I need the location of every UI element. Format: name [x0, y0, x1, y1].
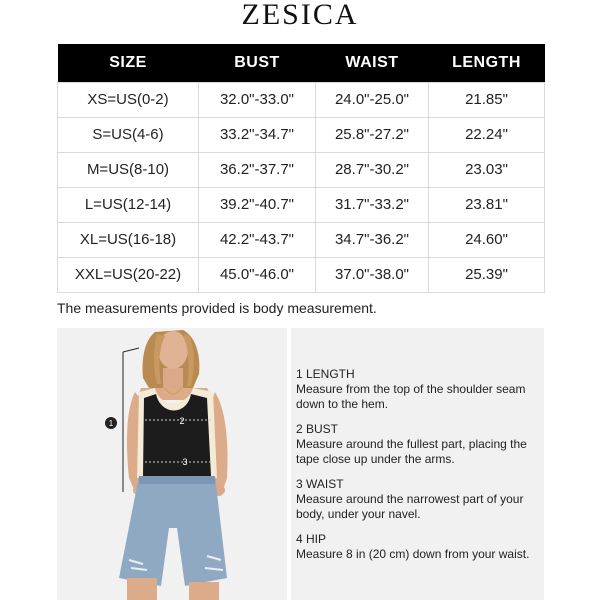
header-waist: WAIST: [316, 44, 429, 82]
cell-waist: 24.0"-25.0": [316, 82, 429, 117]
cell-bust: 45.0"-46.0": [199, 257, 316, 292]
model-illustration: [57, 328, 287, 600]
table-row: [58, 82, 545, 117]
cell-bust: 33.2"-34.7": [199, 117, 316, 152]
guide-length-desc: Measure from the top of the shoulder seam down to the hem.: [296, 382, 526, 411]
marker-waist-label: 3: [182, 457, 188, 467]
measurement-note: The measurements provided is body measurement.: [57, 300, 377, 316]
cell-bust: 42.2"-43.7": [199, 222, 316, 257]
size-chart-table: [57, 44, 545, 293]
table-row: [58, 257, 545, 292]
guide-hip-title: 4 HIP: [296, 532, 327, 546]
table-header-row: [58, 44, 545, 82]
header-length: LENGTH: [429, 44, 545, 82]
cell-waist: 25.8"-27.2": [316, 117, 429, 152]
marker-bust-label: 2: [179, 416, 185, 426]
cell-bust: 32.0"-33.0": [199, 82, 316, 117]
guide-length: [296, 367, 541, 412]
guide-bust-desc: Measure around the fullest part, placing the tape close up under the arms.: [296, 437, 527, 466]
cell-waist: 34.7"-36.2": [316, 222, 429, 257]
cell-size: XL=US(16-18): [58, 222, 199, 257]
guide-length-title: 1 LENGTH: [296, 367, 355, 381]
guide-waist-desc: Measure around the narrowest part of your body, under your navel.: [296, 492, 524, 521]
cell-bust: 39.2"-40.7": [199, 187, 316, 222]
cell-waist: 31.7"-33.2": [316, 187, 429, 222]
table-row: [58, 117, 545, 152]
model-photo: [57, 328, 287, 600]
marker-length-label: 1: [108, 419, 114, 428]
header-bust: BUST: [199, 44, 316, 82]
guide-hip: [296, 532, 541, 562]
guide-waist: [296, 477, 541, 522]
cell-size: XXL=US(20-22): [58, 257, 199, 292]
brand-logo: ZESICA: [241, 0, 359, 31]
guide-waist-title: 3 WAIST: [296, 477, 344, 491]
cell-waist: 37.0"-38.0": [316, 257, 429, 292]
cell-length: 24.60": [429, 222, 545, 257]
table-row: [58, 187, 545, 222]
cell-size: L=US(12-14): [58, 187, 199, 222]
cell-bust: 36.2"-37.7": [199, 152, 316, 187]
cell-length: 22.24": [429, 117, 545, 152]
cell-length: 23.03": [429, 152, 545, 187]
cell-waist: 28.7"-30.2": [316, 152, 429, 187]
guide-bust: [296, 422, 541, 467]
table-row: [58, 152, 545, 187]
cell-length: 21.85": [429, 82, 545, 117]
cell-size: M=US(8-10): [58, 152, 199, 187]
cell-length: 25.39": [429, 257, 545, 292]
header-size: SIZE: [58, 44, 199, 82]
cell-length: 23.81": [429, 187, 545, 222]
cell-size: S=US(4-6): [58, 117, 199, 152]
cell-size: XS=US(0-2): [58, 82, 199, 117]
guide-bust-title: 2 BUST: [296, 422, 339, 436]
measurement-guide: [291, 328, 544, 600]
guide-hip-desc: Measure 8 in (20 cm) down from your waist.: [296, 547, 530, 561]
table-row: [58, 222, 545, 257]
